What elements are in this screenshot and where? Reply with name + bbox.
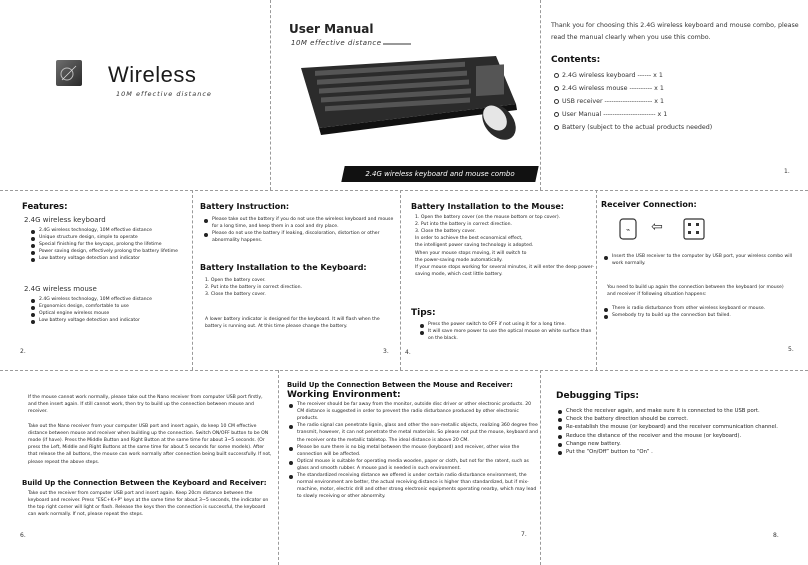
- battery-heading: Battery Instruction:: [200, 202, 290, 211]
- list-item: 2.4G wireless keyboard ------ x 1: [553, 70, 803, 83]
- mouse-connection-heading: Build Up the Connection Between the Mouse and Receiver:: [287, 381, 513, 389]
- rebuild-para-1: If the mouse cannot work normally, please take out the Nano receiver from computer USB port firstly, and then insert again. If still cannot work, then try to build up the connection between mouse and receiver.: [28, 395, 263, 415]
- page-number: 1.: [784, 168, 790, 175]
- list-item: Somebody try to build up the connection but failed.: [603, 312, 793, 319]
- brand-logo: [56, 60, 82, 86]
- keyboard-features-list: [30, 227, 192, 263]
- svg-text:⌁: ⌁: [625, 226, 631, 234]
- page-number: 8.: [773, 532, 779, 539]
- page-number: 2.: [20, 348, 26, 355]
- list-item: Unique structure design, simple to operate: [30, 234, 192, 241]
- battery-list: [203, 216, 397, 244]
- list-item: Low battery voltage detection and indicator: [30, 255, 192, 262]
- banner-text: 2.4G wireless keyboard and mouse combo: [365, 170, 515, 178]
- list-item: Put the “On/Off” button to “On” .: [557, 448, 805, 456]
- product-banner: [341, 166, 538, 182]
- step-3: 3. Close the battery cover.: [205, 292, 266, 298]
- page-number: 5.: [788, 346, 794, 353]
- features-heading: Features:: [22, 202, 68, 212]
- receiver-panel: [597, 191, 808, 370]
- text-line: In order to achieve the best economical effect,: [415, 236, 523, 242]
- page-number: 7.: [521, 531, 527, 538]
- receiver-para: You need to build up again the connection between the keyboard (or mouse) and receiver if following situation happens:: [607, 285, 784, 298]
- list-item: Low battery voltage detection and indicator: [30, 317, 192, 324]
- list-item: Please be sure there is no big metal between the mouse (keyboard) and receiver, other wise the connection will be affected.: [288, 444, 538, 458]
- text-line: the power-saving mode automatically.: [415, 257, 503, 263]
- insert-arrow-icon: ⇦: [651, 219, 663, 235]
- subtitle-dash: [383, 43, 411, 45]
- rebuild-para-2: Take out the Nano receiver from your computer USB port and insert again, do keep 10 CM effective distance between mouse and receiver when building up the connection. Switch ON/OFF button to be ON mode (if have). Press the Middle Button and Right Button at the same time for about 3~5 seconds. (Or press the Left, Middle and Right Buttons at the same time for about 5 seconds for some models). After that release the all buttons, the mouse can work normally after connection being built successfully. If not, please repeat the above steps.: [28, 424, 272, 465]
- list-item: There is radio disturbance from other wireless keyboard or mouse.: [603, 305, 793, 312]
- list-item: Reduce the distance of the receiver and the mouse (or keyboard).: [557, 432, 805, 440]
- text-line: 3. Close the battery cover.: [415, 229, 476, 235]
- keyboard-battery-heading: Battery Installation to the Keyboard:: [200, 263, 367, 272]
- list-item: The receiver should be far away from the monitor, outside disc driver or other electronic products. 20 CM distance is suggested in order to prevent the radio disturbance produced by other electronic products.: [288, 401, 538, 422]
- brand-subtitle: 10M effective distance: [116, 90, 212, 98]
- manual-title: User Manual: [289, 22, 374, 36]
- battery-panel: [193, 191, 400, 370]
- list-item: 2.4G wireless mouse ---------- x 1: [553, 83, 803, 96]
- manual-subtitle: 10M effective distance: [291, 39, 382, 47]
- usb-receiver-icon: [619, 218, 637, 240]
- usb-port-icon: [683, 218, 705, 240]
- list-item: Ergonomics design, comfortable to use: [30, 303, 192, 310]
- receiver-list-2: [603, 305, 793, 319]
- step-1: 1. Open the battery cover.: [205, 278, 266, 283]
- list-item: The radio signal can penetrate lignin, glass and other the non-metallic objects, realizing 360 degree free transmit, however, it can not penetrate the metal materials. So please not put the mouse, keyboard and the receiver onto the metallic tabletop. The ideal distance is above 20 CM.: [288, 422, 538, 443]
- list-item: 2.4G wireless technology, 10M effective distance: [30, 296, 192, 303]
- list-item: USB receiver --------------------- x 1: [553, 96, 803, 109]
- page-number: 6.: [20, 532, 26, 539]
- rebuild-panel: [0, 371, 278, 565]
- manual-panel: [271, 0, 540, 190]
- list-item: It will save more power to use the optical mouse on white surface than on the black.: [419, 328, 595, 342]
- tips-heading: Tips:: [411, 308, 436, 318]
- tips-list: [419, 321, 595, 342]
- debug-list: [557, 407, 805, 456]
- list-item: Power saving design, effectively prolong the battery lifetime: [30, 248, 192, 255]
- keyboard-features-title: 2.4G wireless keyboard: [24, 216, 106, 224]
- mouse-features-title: 2.4G wireless mouse: [24, 285, 97, 293]
- mouse-battery-text: [415, 214, 595, 278]
- receiver-list-1: [603, 253, 793, 267]
- contents-heading: Contents:: [551, 55, 601, 65]
- working-environment-heading: Working Environment:: [287, 390, 401, 400]
- list-item: Special finishing for the keycaps, prolong the lifetime: [30, 241, 192, 248]
- receiver-heading: Receiver Connection:: [601, 200, 697, 209]
- list-item: Battery (subject to the actual products needed): [553, 122, 803, 135]
- list-item: The standardized receiving distance we offered is under certain radio disturbance environment, the normal environment are better, the actual receiving distance is higher than standardized, but if mix-machine, motor, electric drill and other strong electronic equipments operating nearby, which may lead to slowly receiving or other abnormity.: [288, 472, 538, 500]
- list-item: Check the battery direction should be correct.: [557, 415, 805, 423]
- contents-list: [553, 70, 803, 135]
- list-item: Change new battery.: [557, 440, 805, 448]
- text-line: If your mouse stops working for several minutes, it will enter the deep power-saving mode, which cost little battery.: [415, 264, 594, 277]
- list-item: Optical mouse is suitable for operating media wooden, paper or cloth, but not for the ratent, such as glass and smooth rubber. A mouse pad is needed in such environment.: [288, 458, 538, 472]
- page-number: 3.: [383, 348, 389, 355]
- keyboard-battery-note: A lower battery indicator is designed for the keyboard. It will flash when the battery is running out. At this time please change the battery.: [205, 317, 380, 330]
- list-item: Insert the USB receiver to the computer by USB port, your wireless combo will work normally.: [603, 253, 793, 267]
- environment-panel: [279, 371, 540, 565]
- text-line: the intelligent power saving technology is adopted.: [415, 243, 534, 249]
- list-item: User Manual ----------------------- x 1: [553, 109, 803, 122]
- brand-title: Wireless: [108, 62, 197, 87]
- environment-list: [288, 401, 538, 501]
- keyboard-illustration: [281, 46, 531, 156]
- text-line: When your mouse stops moving, it will switch to: [415, 250, 527, 256]
- features-panel: [0, 191, 192, 370]
- list-item: Please do not use the battery if leaking, discoloration, distortion or other abnormality happens.: [203, 230, 397, 244]
- rebuild-para-3: Take out the receiver from computer USB port and insert again. Keep 20cm distance between the keyboard and receiver. Press "ESC+K+P" keys at the same time for about 3~5 seconds, the indicator on the top right corner will light or flash. Release the keys then the connection is successful, the keyboard can work normally. If not, please repeat the steps.: [28, 491, 269, 518]
- text-line: 1. Open the battery cover (on the mouse bottom or top cover).: [415, 215, 561, 220]
- list-item: Press the power switch to OFF if not using it for a long time.: [419, 321, 595, 328]
- step-2: 2. Put into the battery in correct direction.: [205, 285, 302, 291]
- mouse-battery-heading: Battery Installation to the Mouse:: [411, 202, 564, 211]
- debug-heading: Debugging Tips:: [556, 391, 639, 401]
- list-item: Please take out the battery if you do not use the wireless keyboard and mouse for a long time, and keep them in a cool and dry place.: [203, 216, 397, 230]
- page-number: 4.: [405, 349, 411, 356]
- list-item: Check the receiver again, and make sure it is connected to the USB port.: [557, 407, 805, 415]
- mouse-features-list: [30, 296, 192, 324]
- list-item: Re-establish the mouse (or keyboard) and the receiver communication channel.: [557, 423, 805, 431]
- mouse-battery-panel: [401, 191, 596, 370]
- contents-intro: Thank you for choosing this 2.4G wireless keyboard and mouse combo, please read the manual clearly when you use this combo.: [551, 22, 799, 41]
- keyboard-battery-steps: [205, 277, 395, 298]
- contents-panel: [541, 0, 808, 190]
- keyboard-connection-heading: Build Up the Connection Between the Keyboard and Receiver:: [22, 479, 267, 487]
- list-item: Optical engine wireless mouse: [30, 310, 192, 317]
- cover-panel: [0, 0, 270, 190]
- list-item: 2.4G wireless technology, 10M effective distance: [30, 227, 192, 234]
- text-line: 2. Put into the battery in correct direction.: [415, 222, 512, 228]
- debug-panel: [541, 371, 808, 565]
